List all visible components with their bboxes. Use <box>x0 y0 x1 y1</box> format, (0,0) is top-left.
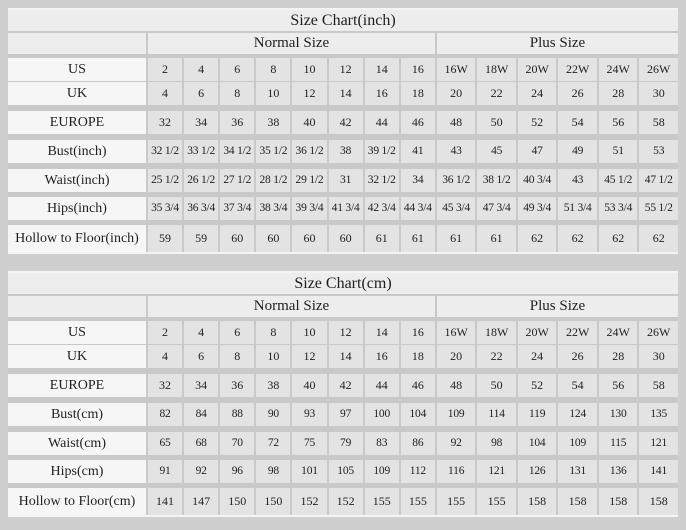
size-cell: 155 <box>401 488 435 515</box>
size-cell: 101 <box>292 460 326 483</box>
size-cell: 83 <box>365 432 399 455</box>
size-cell: 147 <box>184 488 218 515</box>
size-cell: 104 <box>518 432 557 455</box>
row-label: US <box>8 321 146 344</box>
size-cell: 48 <box>437 374 476 397</box>
size-cell: 135 <box>639 403 678 426</box>
table-row <box>8 432 678 455</box>
size-cell: 34 1/2 <box>220 140 254 163</box>
size-cell: 152 <box>329 488 363 515</box>
size-cell: 34 <box>184 111 218 134</box>
size-cell: 58 <box>639 111 678 134</box>
size-cell: 60 <box>256 225 290 252</box>
size-cell: 43 <box>437 140 476 163</box>
size-cell: 84 <box>184 403 218 426</box>
size-cell: 112 <box>401 460 435 483</box>
size-cell: 28 <box>599 82 638 105</box>
size-cell: 119 <box>518 403 557 426</box>
size-cell: 44 3/4 <box>401 197 435 220</box>
size-cell: 20 <box>437 345 476 368</box>
size-cell: 8 <box>256 58 290 81</box>
size-cell: 98 <box>477 432 516 455</box>
size-cell: 8 <box>220 82 254 105</box>
size-cell: 14 <box>365 321 399 344</box>
size-cell: 6 <box>184 345 218 368</box>
size-cell: 56 <box>599 374 638 397</box>
row-label: UK <box>8 82 146 105</box>
size-cell: 92 <box>437 432 476 455</box>
size-cell: 93 <box>292 403 326 426</box>
size-cell: 86 <box>401 432 435 455</box>
size-cell: 60 <box>329 225 363 252</box>
size-cell: 36 <box>220 111 254 134</box>
size-cell: 70 <box>220 432 254 455</box>
size-cell: 40 <box>292 111 326 134</box>
size-cell: 35 1/2 <box>256 140 290 163</box>
size-cell: 26 <box>558 82 597 105</box>
size-cell: 158 <box>558 488 597 515</box>
size-cell: 53 3/4 <box>599 197 638 220</box>
size-cell: 47 3/4 <box>477 197 516 220</box>
size-cell: 26 <box>558 345 597 368</box>
size-cell: 18 <box>401 345 435 368</box>
size-cell: 48 <box>437 111 476 134</box>
size-cell: 38 <box>256 374 290 397</box>
size-cell: 50 <box>477 111 516 134</box>
size-cell: 155 <box>365 488 399 515</box>
size-cell: 43 <box>558 169 597 192</box>
size-cell: 54 <box>558 111 597 134</box>
size-cell: 32 1/2 <box>148 140 182 163</box>
size-cell: 52 <box>518 374 557 397</box>
size-cell: 22 <box>477 345 516 368</box>
chart-title: Size Chart(cm) <box>8 273 678 294</box>
size-cell: 155 <box>477 488 516 515</box>
table-row <box>8 460 678 483</box>
size-cell: 4 <box>148 82 182 105</box>
size-cell: 26 1/2 <box>184 169 218 192</box>
size-cell: 104 <box>401 403 435 426</box>
size-cell: 10 <box>292 321 326 344</box>
size-cell: 158 <box>518 488 557 515</box>
size-cell: 42 <box>329 111 363 134</box>
plus-size-header: Plus Size <box>437 296 678 317</box>
size-cell: 96 <box>220 460 254 483</box>
size-cell: 14 <box>365 58 399 81</box>
size-cell: 45 1/2 <box>599 169 638 192</box>
size-cell: 109 <box>365 460 399 483</box>
size-cell: 47 <box>518 140 557 163</box>
column-group-header-row <box>8 33 678 54</box>
size-cell: 30 <box>639 82 678 105</box>
size-cell: 79 <box>329 432 363 455</box>
size-cell: 46 <box>401 374 435 397</box>
table-row <box>8 321 678 344</box>
size-cell: 32 <box>148 374 182 397</box>
size-cell: 61 <box>437 225 476 252</box>
size-cell: 152 <box>292 488 326 515</box>
size-cell: 18 <box>401 82 435 105</box>
size-cell: 58 <box>639 374 678 397</box>
size-cell: 92 <box>184 460 218 483</box>
size-cell: 4 <box>184 321 218 344</box>
size-cell: 38 1/2 <box>477 169 516 192</box>
corner-cell <box>8 296 146 317</box>
size-cell: 59 <box>148 225 182 252</box>
size-cell: 50 <box>477 374 516 397</box>
size-cell: 109 <box>558 432 597 455</box>
size-cell: 12 <box>329 58 363 81</box>
size-cell: 8 <box>256 321 290 344</box>
size-cell: 59 <box>184 225 218 252</box>
normal-size-header: Normal Size <box>148 296 435 317</box>
table-row <box>8 111 678 134</box>
size-cell: 41 3/4 <box>329 197 363 220</box>
size-cell: 26W <box>639 321 678 344</box>
row-label: Hips(inch) <box>8 197 146 220</box>
size-cell: 16W <box>437 321 476 344</box>
size-cell: 44 <box>365 111 399 134</box>
size-cell: 40 3/4 <box>518 169 557 192</box>
size-cell: 116 <box>437 460 476 483</box>
size-cell: 51 <box>599 140 638 163</box>
size-cell: 109 <box>437 403 476 426</box>
size-cell: 62 <box>639 225 678 252</box>
row-label: Waist(cm) <box>8 432 146 455</box>
size-cell: 98 <box>256 460 290 483</box>
size-cell: 10 <box>256 345 290 368</box>
size-cell: 20W <box>518 58 557 81</box>
table-body <box>8 58 678 252</box>
size-cell: 16 <box>401 58 435 81</box>
size-cell: 91 <box>148 460 182 483</box>
size-cell: 34 <box>401 169 435 192</box>
size-cell: 24W <box>599 58 638 81</box>
corner-cell <box>8 33 146 54</box>
size-cell: 124 <box>558 403 597 426</box>
size-cell: 61 <box>477 225 516 252</box>
table-row <box>8 374 678 397</box>
size-cell: 36 1/2 <box>292 140 326 163</box>
size-cell: 121 <box>639 432 678 455</box>
size-cell: 36 1/2 <box>437 169 476 192</box>
size-chart-inch-table <box>8 8 678 254</box>
size-cell: 38 <box>329 140 363 163</box>
size-cell: 22W <box>558 58 597 81</box>
size-cell: 150 <box>220 488 254 515</box>
size-cell: 52 <box>518 111 557 134</box>
size-cell: 105 <box>329 460 363 483</box>
size-cell: 6 <box>220 58 254 81</box>
size-cell: 62 <box>558 225 597 252</box>
size-cell: 42 <box>329 374 363 397</box>
size-cell: 31 <box>329 169 363 192</box>
size-cell: 100 <box>365 403 399 426</box>
size-cell: 4 <box>148 345 182 368</box>
size-cell: 39 1/2 <box>365 140 399 163</box>
size-cell: 55 1/2 <box>639 197 678 220</box>
size-cell: 62 <box>599 225 638 252</box>
size-cell: 121 <box>477 460 516 483</box>
size-cell: 30 <box>639 345 678 368</box>
size-cell: 60 <box>220 225 254 252</box>
size-cell: 10 <box>256 82 290 105</box>
row-label: UK <box>8 345 146 368</box>
size-cell: 24W <box>599 321 638 344</box>
size-cell: 114 <box>477 403 516 426</box>
size-cell: 158 <box>599 488 638 515</box>
size-cell: 25 1/2 <box>148 169 182 192</box>
size-cell: 28 1/2 <box>256 169 290 192</box>
size-cell: 54 <box>558 374 597 397</box>
size-cell: 22W <box>558 321 597 344</box>
size-cell: 32 <box>148 111 182 134</box>
table-row <box>8 225 678 252</box>
size-cell: 32 1/2 <box>365 169 399 192</box>
size-cell: 6 <box>220 321 254 344</box>
size-cell: 12 <box>292 345 326 368</box>
table-row <box>8 403 678 426</box>
table-row <box>8 58 678 81</box>
size-cell: 10 <box>292 58 326 81</box>
size-cell: 51 3/4 <box>558 197 597 220</box>
size-cell: 8 <box>220 345 254 368</box>
size-cell: 141 <box>639 460 678 483</box>
normal-size-header: Normal Size <box>148 33 435 54</box>
size-cell: 34 <box>184 374 218 397</box>
row-label: Hips(cm) <box>8 460 146 483</box>
size-cell: 61 <box>401 225 435 252</box>
size-cell: 65 <box>148 432 182 455</box>
table-row <box>8 169 678 192</box>
size-cell: 41 <box>401 140 435 163</box>
size-cell: 2 <box>148 321 182 344</box>
size-cell: 82 <box>148 403 182 426</box>
size-cell: 33 1/2 <box>184 140 218 163</box>
row-label: US <box>8 58 146 81</box>
size-cell: 16W <box>437 58 476 81</box>
size-cell: 90 <box>256 403 290 426</box>
size-cell: 62 <box>518 225 557 252</box>
size-cell: 39 3/4 <box>292 197 326 220</box>
size-cell: 12 <box>329 321 363 344</box>
size-cell: 131 <box>558 460 597 483</box>
size-cell: 27 1/2 <box>220 169 254 192</box>
table-row <box>8 82 678 105</box>
size-cell: 14 <box>329 345 363 368</box>
size-cell: 24 <box>518 345 557 368</box>
size-cell: 45 <box>477 140 516 163</box>
size-cell: 35 3/4 <box>148 197 182 220</box>
size-cell: 22 <box>477 82 516 105</box>
size-cell: 16 <box>401 321 435 344</box>
row-label: EUROPE <box>8 374 146 397</box>
size-cell: 155 <box>437 488 476 515</box>
size-cell: 42 3/4 <box>365 197 399 220</box>
size-cell: 18W <box>477 321 516 344</box>
size-cell: 36 <box>220 374 254 397</box>
size-cell: 6 <box>184 82 218 105</box>
size-cell: 2 <box>148 58 182 81</box>
table-row <box>8 345 678 368</box>
size-cell: 20 <box>437 82 476 105</box>
size-cell: 141 <box>148 488 182 515</box>
table-row <box>8 140 678 163</box>
table-row <box>8 197 678 220</box>
row-label: Hollow to Floor(cm) <box>8 488 146 515</box>
chart-title: Size Chart(inch) <box>8 10 678 31</box>
size-cell: 72 <box>256 432 290 455</box>
size-cell: 26W <box>639 58 678 81</box>
size-cell: 29 1/2 <box>292 169 326 192</box>
size-cell: 38 3/4 <box>256 197 290 220</box>
size-cell: 36 3/4 <box>184 197 218 220</box>
size-cell: 14 <box>329 82 363 105</box>
size-cell: 20W <box>518 321 557 344</box>
size-cell: 68 <box>184 432 218 455</box>
size-cell: 97 <box>329 403 363 426</box>
size-cell: 115 <box>599 432 638 455</box>
size-cell: 49 <box>558 140 597 163</box>
size-cell: 53 <box>639 140 678 163</box>
table-body <box>8 321 678 515</box>
row-label: Waist(inch) <box>8 169 146 192</box>
size-cell: 18W <box>477 58 516 81</box>
size-cell: 61 <box>365 225 399 252</box>
row-label: EUROPE <box>8 111 146 134</box>
size-chart-cm-table <box>8 271 678 517</box>
size-cell: 16 <box>365 345 399 368</box>
size-cell: 130 <box>599 403 638 426</box>
size-cell: 38 <box>256 111 290 134</box>
size-cell: 60 <box>292 225 326 252</box>
size-cell: 150 <box>256 488 290 515</box>
size-cell: 158 <box>639 488 678 515</box>
size-cell: 47 1/2 <box>639 169 678 192</box>
row-label: Bust(inch) <box>8 140 146 163</box>
size-cell: 46 <box>401 111 435 134</box>
size-cell: 56 <box>599 111 638 134</box>
table-row <box>8 488 678 515</box>
size-cell: 75 <box>292 432 326 455</box>
size-cell: 28 <box>599 345 638 368</box>
size-cell: 37 3/4 <box>220 197 254 220</box>
column-group-header-row <box>8 296 678 317</box>
size-cell: 4 <box>184 58 218 81</box>
size-cell: 136 <box>599 460 638 483</box>
size-cell: 16 <box>365 82 399 105</box>
row-label: Bust(cm) <box>8 403 146 426</box>
size-cell: 12 <box>292 82 326 105</box>
plus-size-header: Plus Size <box>437 33 678 54</box>
size-cell: 40 <box>292 374 326 397</box>
size-cell: 44 <box>365 374 399 397</box>
row-label: Hollow to Floor(inch) <box>8 225 146 252</box>
size-cell: 45 3/4 <box>437 197 476 220</box>
size-cell: 88 <box>220 403 254 426</box>
size-cell: 126 <box>518 460 557 483</box>
size-cell: 24 <box>518 82 557 105</box>
size-cell: 49 3/4 <box>518 197 557 220</box>
